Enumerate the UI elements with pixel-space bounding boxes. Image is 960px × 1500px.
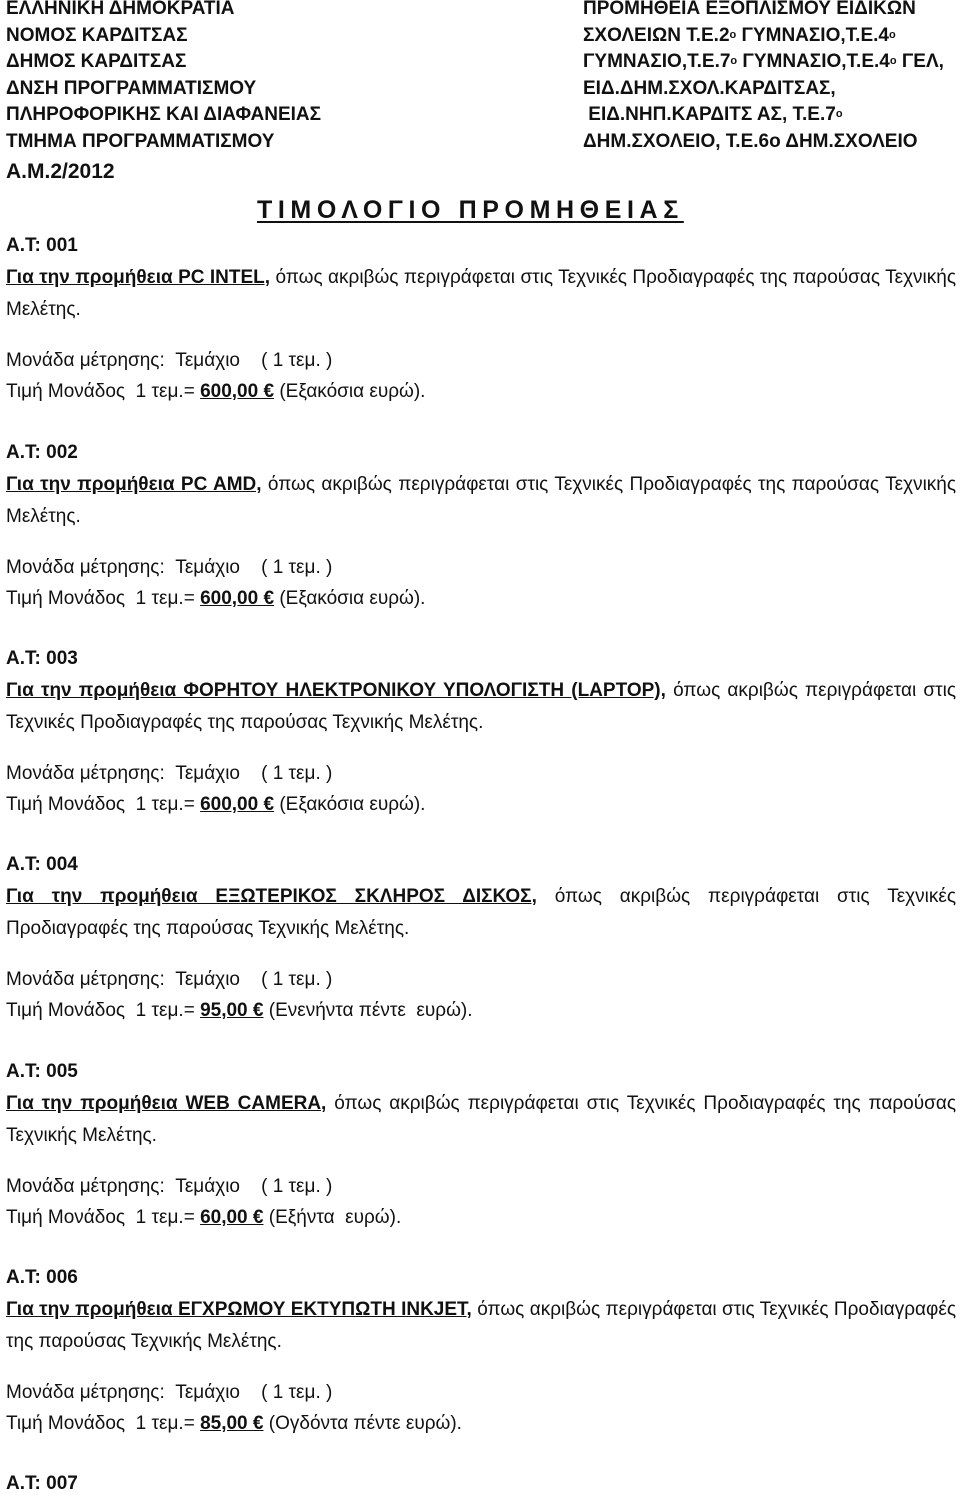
price-in-words: (Εξακόσια ευρώ). — [274, 381, 426, 402]
item-unit: Μονάδα μέτρησης: Τεμάχιο ( 1 τεμ. ) — [6, 763, 333, 784]
item-subject: Για την προμήθεια WEB CAMERA, — [6, 1093, 327, 1114]
price-amount: 95,00 € — [200, 1000, 264, 1021]
item-code: Α.Τ: 005 — [6, 1061, 78, 1082]
item-subject: Για την προμήθεια ΕΞΩΤΕΡΙΚΟΣ ΣΚΛΗΡΟΣ ΔΙΣΚΟΣ, — [6, 886, 537, 907]
item-description-text: όπως ακριβώς περιγράφεται στις Τεχνικές Προδιαγραφές της παρούσας Τεχνικής Μελέτης. — [6, 267, 956, 320]
document-title: ΤΙΜΟΛΟΓΙΟ ΠΡΟΜΗΘΕΙΑΣ — [257, 196, 684, 224]
item-code: Α.Τ: 006 — [6, 1267, 78, 1288]
procurement-header-line: ΕΙΔ.ΝΗΠ.ΚΑΡΔΙΤΣ ΑΣ, $T.E.7^o$ — [583, 104, 843, 126]
item-description — [6, 469, 956, 533]
item-code: Α.Τ: 001 — [6, 235, 78, 256]
price-prefix: Τιμή Μονάδος 1 τεμ.= — [6, 794, 201, 815]
item-subject: Για την προμήθεια PC AMD, — [6, 474, 262, 495]
item-price — [6, 583, 956, 614]
item-price — [6, 376, 956, 407]
item-description-text: όπως ακριβώς περιγράφεται στις Τεχνικές Προδιαγραφές της παρούσας Τεχνικής Μελέτης. — [6, 886, 957, 939]
issuer-header — [6, 0, 321, 156]
issuer-header-line: ΠΛΗΡΟΦΟΡΙΚΗΣ ΚΑΙ ΔΙΑΦΑΝΕΙΑΣ — [6, 104, 322, 126]
issuer-header-line: ΝΟΜΟΣ ΚΑΡΔΙΤΣΑΣ — [6, 24, 188, 46]
issuer-header-line: ΔΝΣΗ ΠΡΟΓΡΑΜΜΑΤΙΣΜΟΥ — [6, 77, 257, 99]
price-amount: 600,00 € — [200, 588, 275, 609]
item-code: Α.Τ: 007 — [6, 1473, 78, 1494]
item-unit: Μονάδα μέτρησης: Τεμάχιο ( 1 τεμ. ) — [6, 969, 333, 990]
price-item — [6, 1267, 956, 1439]
price-in-words: (Ενενήντα πέντε ευρώ). — [263, 1000, 473, 1021]
price-item — [6, 1473, 956, 1500]
item-subject: Για την προμήθεια ΦΟΡΗΤΟΥ ΗΛΕΚΤΡΟΝΙΚΟΥ ΥΠΟΛΟΓΙΣΤΗ (LAPTOP), — [6, 680, 666, 701]
price-amount: 60,00 € — [200, 1207, 264, 1228]
price-amount: 85,00 € — [200, 1413, 264, 1434]
item-price — [6, 1202, 956, 1233]
price-item — [6, 442, 956, 614]
issuer-header-line: ΔΗΜΟΣ ΚΑΡΔΙΤΣΑΣ — [6, 51, 187, 73]
item-code: Α.Τ: 004 — [6, 854, 78, 875]
item-code: Α.Τ: 003 — [6, 648, 78, 669]
item-price — [6, 995, 956, 1026]
price-item — [6, 1061, 956, 1233]
item-description — [6, 1088, 956, 1152]
price-prefix: Τιμή Μονάδος 1 τεμ.= — [6, 381, 201, 402]
item-unit: Μονάδα μέτρησης: Τεμάχιο ( 1 τεμ. ) — [6, 1382, 333, 1403]
item-description-text: όπως ακριβώς περιγράφεται στις Τεχνικές Προδιαγραφές της παρούσας Τεχνικής Μελέτης. — [6, 1299, 956, 1352]
item-description-text: όπως ακριβώς περιγράφεται στις Τεχνικές Προδιαγραφές της παρούσας Τεχνικής Μελέτης. — [6, 1093, 957, 1146]
item-unit: Μονάδα μέτρησης: Τεμάχιο ( 1 τεμ. ) — [6, 557, 333, 578]
procurement-header-line: ΠΡΟΜΗΘΕΙΑ ΕΞΟΠΛΙΣΜΟΥ ΕΙΔΙΚΩΝ — [583, 0, 916, 19]
price-prefix: Τιμή Μονάδος 1 τεμ.= — [6, 1207, 201, 1228]
procurement-header-line: ΣΧΟΛΕΙΩΝ $T.E.2^o$ $\Gamma\Upsilon MNA\Sigma IO,T.E.4^o$ — [583, 24, 896, 46]
item-subject: Για την προμήθεια ΕΓΧΡΩΜΟΥ ΕΚΤΥΠΩΤΗ INKJET, — [6, 1299, 472, 1320]
procurement-header-line: ΔΗΜ.ΣΧΟΛΕΙΟ, Τ.Ε.6ο ΔΗΜ.ΣΧΟΛΕΙΟ — [583, 130, 918, 152]
price-prefix: Τιμή Μονάδος 1 τεμ.= — [6, 1413, 201, 1434]
issuer-header-line: ΕΛΛΗΝΙΚΗ ΔΗΜΟΚΡΑΤΙΑ — [6, 0, 235, 19]
item-price — [6, 1408, 956, 1439]
item-unit: Μονάδα μέτρησης: Τεμάχιο ( 1 τεμ. ) — [6, 1176, 333, 1197]
price-amount: 600,00 € — [200, 794, 275, 815]
procurement-header-line: ΕΙΔ.ΔΗΜ.ΣΧΟΛ.ΚΑΡΔΙΤΣΑΣ, — [583, 77, 836, 99]
price-in-words: (Εξακόσια ευρώ). — [274, 588, 426, 609]
item-unit: Μονάδα μέτρησης: Τεμάχιο ( 1 τεμ. ) — [6, 350, 333, 371]
procurement-header-line: $\Gamma\Upsilon MNA\Sigma IO,T.E.7^o$ $\Gamma\Upsilon MNA\Sigma IO,T.E.4^o$ ΓΕΛ, — [583, 51, 944, 73]
price-prefix: Τιμή Μονάδος 1 τεμ.= — [6, 588, 201, 609]
issuer-header-line: ΤΜΗΜΑ ΠΡΟΓΡΑΜΜΑΤΙΣΜΟΥ — [6, 130, 275, 152]
item-subject: Για την προμήθεια PC INTEL, — [6, 267, 271, 288]
price-amount: 600,00 € — [200, 381, 275, 402]
procurement-header — [583, 0, 944, 156]
price-in-words: (Εξήντα ευρώ). — [263, 1207, 402, 1228]
price-prefix: Τιμή Μονάδος 1 τεμ.= — [6, 1000, 201, 1021]
item-price — [6, 789, 956, 820]
price-item — [6, 648, 956, 820]
item-description — [6, 881, 956, 945]
price-in-words: (Εξακόσια ευρώ). — [274, 794, 426, 815]
item-description — [6, 262, 956, 326]
item-description-text: όπως ακριβώς περιγράφεται στις Τεχνικές Προδιαγραφές της παρούσας Τεχνικής Μελέτης. — [6, 474, 957, 527]
price-item — [6, 854, 956, 1026]
item-description — [6, 1294, 956, 1358]
price-in-words: (Ογδόντα πέντε ευρώ). — [263, 1413, 462, 1434]
document-reference: Α.Μ.2/2012 — [6, 160, 115, 183]
item-description — [6, 675, 956, 739]
price-item — [6, 235, 956, 407]
item-code: Α.Τ: 002 — [6, 442, 78, 463]
item-description-text: όπως ακριβώς περιγράφεται στις Τεχνικές Προδιαγραφές της παρούσας Τεχνικής Μελέτης. — [6, 680, 956, 733]
